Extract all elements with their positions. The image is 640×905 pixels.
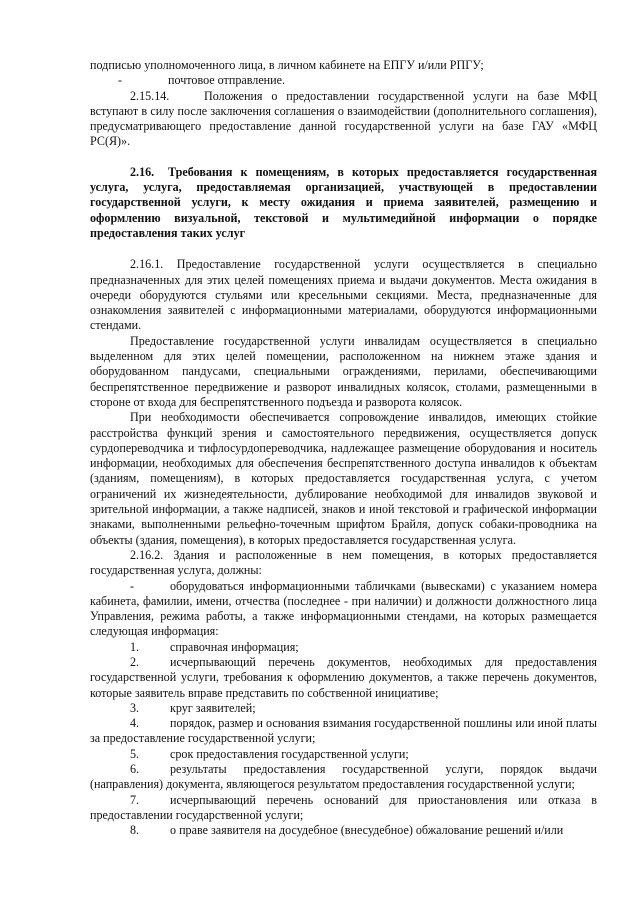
bullet-text: оборудоваться информационными табличками (вывесками) с указанием номера кабинета, фамилии, имени, отчества (последнее - при наличии) и должности должностного лица Управления, режима работы, а также информационными стендами, на которых размещается следующая информация: (90, 578, 597, 639)
list-text: справочная информация; (170, 639, 299, 654)
section-heading-2-16 (90, 165, 597, 241)
paragraph-text: подписью уполномоченного лица, в личном кабинете на ЕПГУ и/или РПГУ; (90, 58, 484, 72)
list-number: 5. (130, 746, 140, 761)
section-heading-text: Требования к помещениям, в которых предоставляется государственная услуга, услуга, предоставляемая организацией, участвующей в предоставлении государственной услуги, к месту ожидания и приема заявителей, размещению и оформлению визуальной, текстовой и мультимедийной информации о порядке предоставления таких услуг (90, 164, 597, 240)
bullet-text: почтовое отправление. (168, 73, 286, 88)
clause-text: Предоставление государственной услуги осуществляется в специально предназначенных для этих целей помещениях приема и выдачи документов. Места ожидания в очереди оборудуются стульями или кресельными секциями. Места, предназначенные для ознакомления заявителей с информационными материалами, оборудуются информационными стендами. (90, 257, 597, 333)
list-item-5 (90, 747, 597, 762)
list-number: 7. (130, 792, 140, 807)
bullet-item-signs (90, 579, 597, 640)
clause-2-15-14 (90, 89, 597, 150)
list-text: срок предоставления государственной услуги; (170, 746, 409, 761)
paragraph-disabled-access (90, 334, 597, 410)
list-item-6 (90, 762, 597, 793)
list-number: 4. (130, 716, 140, 731)
list-item-8 (90, 823, 597, 838)
list-number: 3. (130, 700, 140, 715)
list-text: порядок, размер и основания взимания государственной пошлины или иной платы за предоставление государственной услуги; (90, 716, 597, 746)
paragraph-text: Предоставление государственной услуги инвалидам осуществляется в специально выделенном для этих целей помещении, расположенном на нижнем этаже здания и оборудованном пандусами, специальными ограждениями, перилами, обеспечивающими беспрепятственное передвижение и разворот инвалидных колясок, столами, размещенными в стороне от входа для беспрепятственного подъезда и разворота колясок. (90, 333, 597, 409)
clause-text: Положения о предоставлении государственной услуги на базе МФЦ вступают в силу после заключения соглашения о взаимодействии (дополнительного соглашения), предусматривающего предоставление данной государственной услуги на базе ГАУ «МФЦ РС(Я)». (90, 88, 597, 149)
clause-number: 2.16.2. (130, 547, 164, 562)
list-text: о праве заявителя на досудебное (внесудебное) обжалование решений и/или (170, 823, 564, 838)
bullet-marker: - (130, 578, 135, 593)
list-text: результаты предоставления государственной услуги, порядок выдачи (направления) документа, являющегося результатом предоставления государственной услуги; (90, 762, 597, 792)
clause-number: 2.15.14. (130, 88, 170, 103)
list-item-4 (90, 716, 597, 747)
list-item-2 (90, 655, 597, 701)
document-page (90, 58, 597, 839)
paragraph-assistance (90, 410, 597, 548)
paragraph-text: При необходимости обеспечивается сопровождение инвалидов, имеющих стойкие расстройства функций зрения и самостоятельного передвижения, осуществляется допуск сурдопереводчика и тифлосурдопереводчика, надлежащее размещение оборудования и носитель информации, необходимых для обеспечения беспрепятственного доступа инвалидов к объектам (зданиям, помещениям), в которых предоставляется государственная услуга, с учетом ограничений их жизнедеятельности, дублирование необходимой для инвалидов звуковой и зрительной информации, а также надписей, знаков и иной текстовой и графической информации знаками, выполненными рельефно-точечным шрифтом Брайля, допуск собаки-проводника на объекты (здания, помещения), в которых предоставляется государственная услуга. (90, 410, 597, 547)
list-text: исчерпывающий перечень документов, необходимых для предоставления государственной услуги, требования к оформлению документов, а также перечень документов, которые заявитель вправе представить по собственной инициативе; (90, 654, 597, 700)
bullet-item-mail (90, 73, 597, 88)
list-number: 6. (130, 762, 140, 777)
list-text: круг заявителей; (170, 700, 256, 715)
list-item-7 (90, 793, 597, 824)
list-text: исчерпывающий перечень оснований для приостановления или отказа в предоставлении государственной услуги; (90, 792, 597, 822)
clause-number: 2.16.1. (130, 257, 164, 272)
section-number: 2.16. (130, 164, 155, 179)
paragraph-continuation (90, 58, 597, 73)
clause-text: Здания и расположенные в нем помещения, в которых предоставляется государственная услуга, должны: (90, 547, 598, 578)
list-number: 2. (130, 654, 140, 669)
bullet-marker: - (118, 73, 123, 88)
clause-2-16-2 (90, 548, 597, 579)
bullet-marker-wrap (90, 73, 168, 88)
list-item-1 (90, 640, 597, 655)
list-item-3 (90, 701, 597, 716)
list-number: 1. (130, 639, 140, 654)
list-number: 8. (130, 823, 140, 838)
clause-2-16-1 (90, 257, 597, 333)
